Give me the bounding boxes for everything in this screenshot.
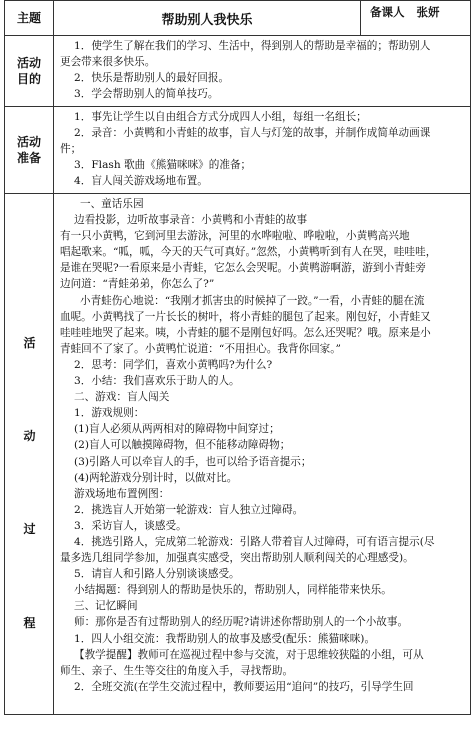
process-line: 唱起歌来。“呱，呱，今天的天气可真好。”忽然，小黄鸭听到有人在哭，哇哇哇， xyxy=(60,246,437,259)
process-line: 小结揭题：得到别人的帮助是快乐的，帮助别人，同样能带来快乐。 xyxy=(74,584,392,597)
process-line: 2．挑选盲人开始第一轮游戏：盲人独立过障碍。 xyxy=(74,503,304,516)
goals-line: 3．学会帮助别人的简单技巧。 xyxy=(74,88,219,101)
process-line: 3．采访盲人，谈感受。 xyxy=(74,519,187,532)
prep-line: 2．录音：小黄鸭和小青蛙的故事，盲人与灯笼的故事，并制作成简单动画课 xyxy=(74,127,431,140)
process-line: 游戏场地布置例图： xyxy=(74,487,170,500)
process-label-char: 活 xyxy=(23,336,36,350)
process-line: 青蛙回不了家了。小黄鸭忙说道：“不用担心。我背你回家。” xyxy=(60,342,341,355)
process-line: 【教学提醒】教师可在巡视过程中参与交流，对于思维较狭隘的小组，可从 xyxy=(74,648,424,661)
process-line: 有一只小黄鸭，它到河里去游泳，河里的水哗啦啦、哗啦啦，小黄鸭高兴地 xyxy=(60,230,410,243)
goals-label: 活动目的 xyxy=(5,36,54,107)
process-label-char: 程 xyxy=(23,616,36,630)
teacher-label: 备课人 xyxy=(370,5,405,19)
teacher-info xyxy=(370,4,452,20)
process-line: 1．游戏规则： xyxy=(74,407,145,420)
goals-line: 2．快乐是帮助别人的最好回报。 xyxy=(74,72,230,85)
process-line: 4．挑选引路人，完成第二轮游戏：引路人带着盲人过障碍，可有语言提示(尽 xyxy=(74,535,435,548)
process-line: (3)引路人可以牵盲人的手，也可以给予语音提示； xyxy=(74,455,312,468)
lesson-plan-table xyxy=(4,0,471,715)
process-line: (4)两轮游戏分别计时，以做对比。 xyxy=(74,471,238,484)
process-line: 哇哇哇地哭了起来。咦，小青蛙的腿不是刚包好吗。怎么还哭呢？哦。原来是小 xyxy=(60,326,431,339)
process-line: 二、游戏：盲人闯关 xyxy=(74,391,170,404)
process-line: 师：那你是否有过帮助别人的经历呢?请讲述你帮助别人的一个小故事。 xyxy=(74,616,409,629)
header-row xyxy=(5,1,471,36)
title-cell xyxy=(54,1,471,36)
goals-line: 1．使学生了解在我们的学习、生活中，得到别人的帮助是幸福的；帮助别人 xyxy=(74,40,431,52)
prep-row xyxy=(5,107,471,194)
process-line: (1)盲人必须从两两相对的障碍物中间穿过； xyxy=(74,423,280,436)
process-line: 边问道：“青蛙弟弟，你怎么了?” xyxy=(60,278,215,291)
process-label-char: 过 xyxy=(23,522,36,536)
process-line: 一、童话乐园 xyxy=(80,198,144,210)
prep-line: 1．事先让学生以自由组合方式分成四人小组，每组一名组长； xyxy=(74,111,367,123)
prep-content xyxy=(54,107,471,194)
title-separator xyxy=(360,1,361,35)
process-content xyxy=(54,194,471,715)
process-line: 5．请盲人和引路人分别谈谈感受。 xyxy=(74,568,240,581)
prep-line: 件； xyxy=(60,143,82,156)
process-line: 量多选几组同学参加，加强真实感受，突出帮助别人顺利闯关的心理感受)。 xyxy=(60,552,414,565)
goals-line: 更会带来很多快乐。 xyxy=(60,56,156,69)
process-line: 是谁在哭呢?一看原来是小青蛙，它怎么会哭呢。小黄鸭游啊游，游到小青蛙旁 xyxy=(60,262,426,275)
process-line: 小青蛙伤心地说：“我刚才抓害虫的时候掉了一跤。”一看，小青蛙的腿在流 xyxy=(80,294,425,307)
process-line: 3．小结：我们喜欢乐于助人的人。 xyxy=(74,375,240,388)
process-line: 1．四人小组交流：我帮助别人的故事及感受(配乐：熊猫咪咪)。 xyxy=(74,632,376,645)
process-label-char: 动 xyxy=(23,429,36,443)
process-line: 2．全班交流(在学生交流过程中，教师要运用“追问”的技巧，引导学生回 xyxy=(74,680,414,693)
goals-row xyxy=(5,36,471,107)
prep-label: 活动准备 xyxy=(5,107,54,194)
topic-label: 主题 xyxy=(5,1,54,36)
lesson-title: 帮助别人我快乐 xyxy=(161,13,253,28)
prep-line: 4．盲人闯关游戏场地布置。 xyxy=(74,175,208,188)
process-line: 边看投影，边听故事录音：小黄鸭和小青蛙的故事 xyxy=(74,214,308,227)
process-line: (2)盲人可以触摸障碍物，但不能移动障碍物； xyxy=(74,439,291,452)
process-line: 三、记忆瞬间 xyxy=(74,600,138,613)
process-line: 2．思考：同学们，喜欢小黄鸭吗?为什么? xyxy=(74,358,273,371)
process-line: 血呢。小黄鸭找了一片长长的树叶，将小青蛙的腿包了起来。刚包好，小青蛙又 xyxy=(60,310,431,323)
process-line: 师生、亲子、生生等交往的角度入手，寻找帮助。 xyxy=(60,664,294,677)
process-label xyxy=(5,194,54,715)
goals-content xyxy=(54,36,471,107)
process-row xyxy=(5,194,471,715)
teacher-name: 张妍 xyxy=(416,5,440,19)
prep-line: 3．Flash 歌曲《熊猫咪咪》的准备； xyxy=(74,159,252,172)
